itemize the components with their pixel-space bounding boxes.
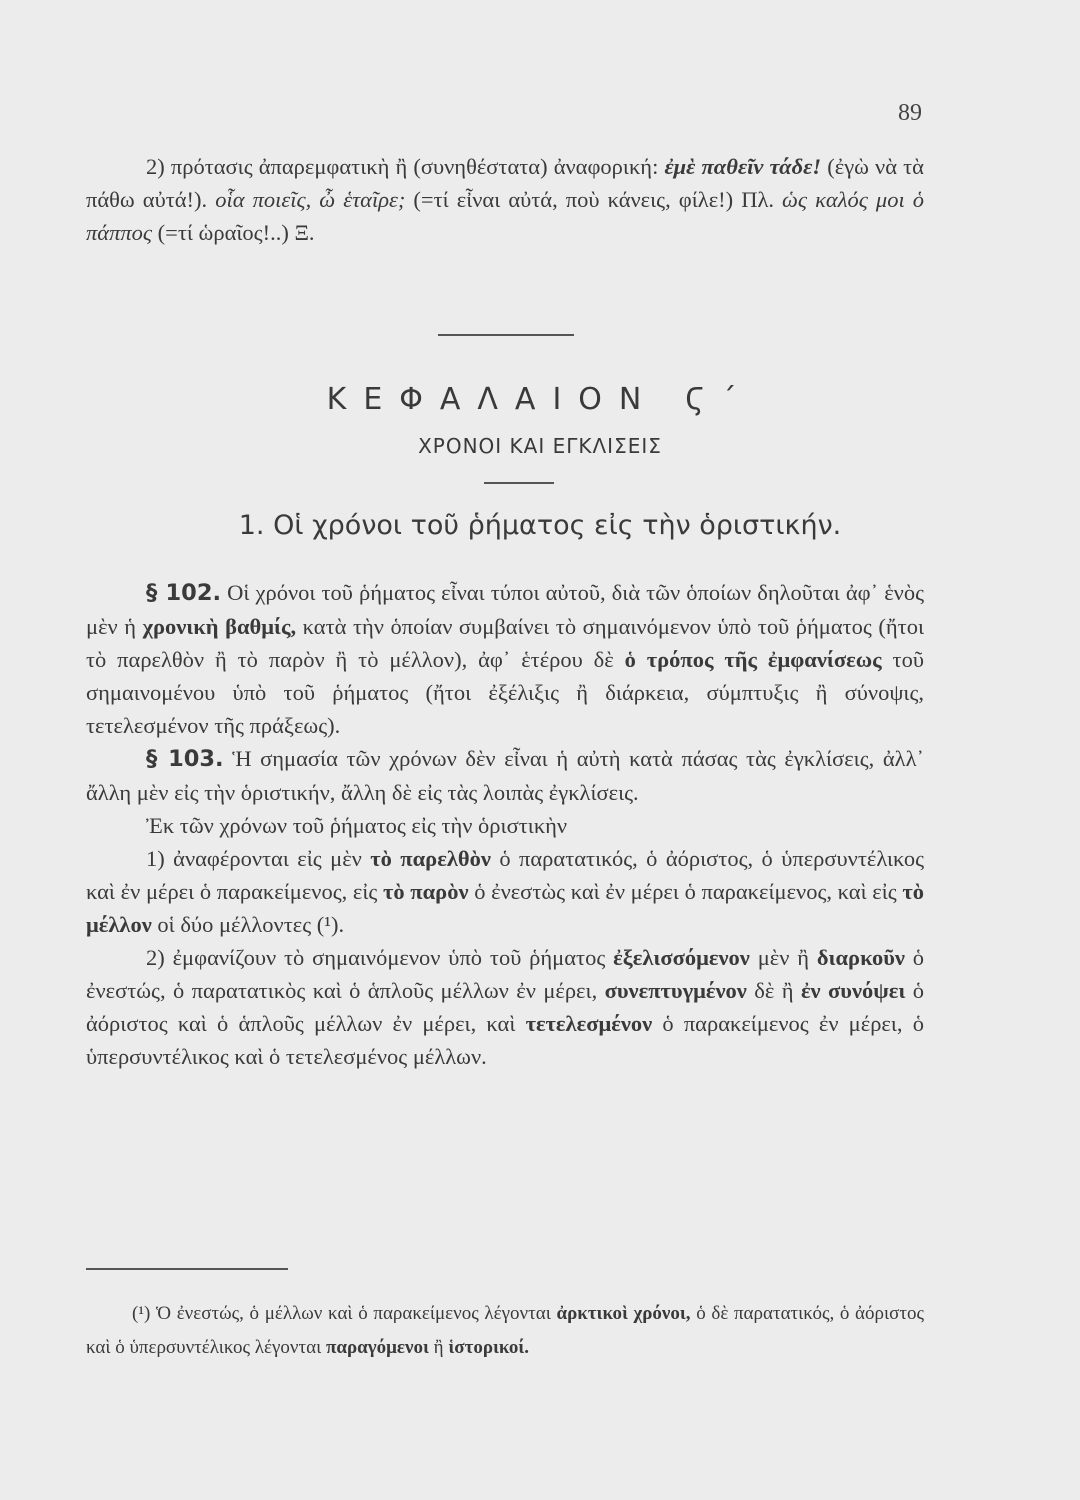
bold-term: ἱστορικοί. <box>448 1337 530 1358</box>
intro-text: (=τί εἶναι αὐτά, ποὺ κάνεις, φίλε!) Πλ. <box>405 187 783 212</box>
intro-text: (ἐγὼ νὰ τὰ πάθω αὐτά!). <box>86 154 924 212</box>
intro-example: ἐμὲ παθεῖν τάδε! <box>664 154 822 179</box>
chapter-title: ΚΕΦΑΛΑΙΟΝ Ϛ΄ <box>326 382 754 417</box>
chapter-subtitle: ΧΡΟΝΟΙ ΚΑΙ ΕΓΚΛΙΣΕΙΣ <box>418 434 662 458</box>
intro-example: οἷα ποιεῖς, ὦ ἑταῖρε; <box>215 187 406 212</box>
footnote-rule <box>86 1268 288 1270</box>
bold-term: συνεπτυγμένον <box>604 978 747 1003</box>
paragraph-text: τοῦ σημαινομένου ὑπὸ τοῦ ῥήματος (ἤτοι ἐξέλιξις ἢ διάρκεια, σύμπτυξις ἢ σύνοψις, τετελεσμένον τῆς πράξεως). <box>86 647 924 738</box>
bold-term: διαρκοῦν <box>816 945 905 970</box>
list-item-2 <box>86 941 924 1073</box>
paragraph-text: 2) ἐμφανίζουν τὸ σημαινόμενον ὑπὸ τοῦ ῥήματος <box>146 945 614 970</box>
paragraph-text: ὁ ἀόριστος καὶ ὁ ἁπλοῦς μέλλων ἐν μέρει, καὶ <box>86 978 924 1036</box>
intro-example: ὡς καλός μοι ὁ πάππος <box>86 187 925 245</box>
paragraph-102 <box>86 576 924 742</box>
paragraph-text: ὁ παρακείμενος ἐν μέρει, ὁ ὑπερσυντέλικος καὶ ὁ τετελεσμένος μέλλων. <box>86 1011 924 1069</box>
bold-term: ἀρκτικοὶ χρόνοι, <box>556 1303 691 1324</box>
footnote <box>86 1297 924 1365</box>
footnote-text: (¹) Ὁ ἐνεστώς, ὁ μέλλων καὶ ὁ παρακείμενος λέγονται <box>132 1303 557 1324</box>
bold-term: τὸ παρελθὸν <box>370 846 491 871</box>
bold-term: τὸ μέλλον <box>86 879 925 937</box>
paragraph-text: κατὰ τὴν ὁποίαν συμβαίνει τὸ σημαινόμενον ὑπὸ τοῦ ῥήματος (ἤτοι τὸ παρελθὸν ἢ τὸ παρὸν ἢ τὸ μέλλον), ἀφ᾿ ἑτέρου δὲ <box>86 614 924 672</box>
bold-term: ὁ τρόπος τῆς ἐμφανίσεως <box>624 647 882 672</box>
footnote-text: ἢ <box>428 1337 449 1358</box>
bold-term: παραγόμενοι <box>325 1337 429 1358</box>
bold-term: τετελεσμένον <box>525 1011 653 1036</box>
paragraph-text: δὲ ἢ <box>746 978 801 1003</box>
paragraph-text: 1) ἀναφέρονται εἰς μὲν <box>146 846 371 871</box>
paragraph-text: ὁ ἐνεστώς, ὁ παρατατικὸς καὶ ὁ ἁπλοῦς μέλλων ἐν μέρει, <box>86 945 925 1003</box>
intro-paragraph <box>86 150 924 249</box>
divider-rule <box>438 334 574 336</box>
divider-rule <box>484 482 554 484</box>
paragraph-text: οἱ δύο μέλλοντες (¹). <box>151 912 345 937</box>
paragraph-text: ὁ ἐνεστὼς καὶ ἐν μέρει ὁ παρακείμενος, καὶ εἰς <box>468 879 903 904</box>
page-number: 89 <box>898 100 922 126</box>
paragraph-text: μὲν ἢ <box>749 945 817 970</box>
list-item-1 <box>86 842 924 941</box>
section-title: 1. Οἱ χρόνοι τοῦ ῥήματος εἰς τὴν ὁριστικήν. <box>238 510 842 541</box>
footnote-text: ὁ δὲ παρατατικός, ὁ ἀόριστος καὶ ὁ ὑπερσυντέλικος λέγονται <box>86 1303 924 1358</box>
bold-term: ἐν συνόψει <box>800 978 906 1003</box>
body-text <box>86 576 924 1073</box>
paragraph-mark: § 102. <box>146 580 222 606</box>
bold-term: χρονικὴ βαθμίς, <box>142 614 297 639</box>
paragraph-103 <box>86 742 924 809</box>
paragraph-text: ὁ παρατατικός, ὁ ἀόριστος, ὁ ὑπερσυντέλικος καὶ ἐν μέρει ὁ παρακείμενος, εἰς <box>86 846 925 904</box>
intro-text: 2) πρότασις ἀπαρεμφατικὴ ἢ (συνηθέστατα) ἀναφορική: <box>146 154 665 179</box>
paragraph-text: Οἱ χρόνοι τοῦ ῥήματος εἶναι τύποι αὐτοῦ, διὰ τῶν ὁποίων δηλοῦται ἀφ᾿ ἑνὸς μὲν ἡ <box>86 580 924 639</box>
paragraph-mark: § 103. <box>146 746 224 772</box>
paragraph-text: Ἡ σημασία τῶν χρόνων δὲν εἶναι ἡ αὐτὴ κατὰ πάσας τὰς ἐγκλίσεις, ἀλλ᾿ ἄλλη μὲν εἰς τὴν ὁριστικήν, ἄλλη δὲ εἰς τὰς λοιπὰς ἐγκλίσεις. <box>86 746 924 805</box>
bold-term: τὸ παρὸν <box>383 879 469 904</box>
bold-term: ἐξελισσόμενον <box>613 945 750 970</box>
intro-text: (=τί ὡραῖος!..) Ξ. <box>152 220 315 245</box>
paragraph-ek: Ἐκ τῶν χρόνων τοῦ ῥήματος εἰς τὴν ὁριστικὴν <box>146 813 568 838</box>
